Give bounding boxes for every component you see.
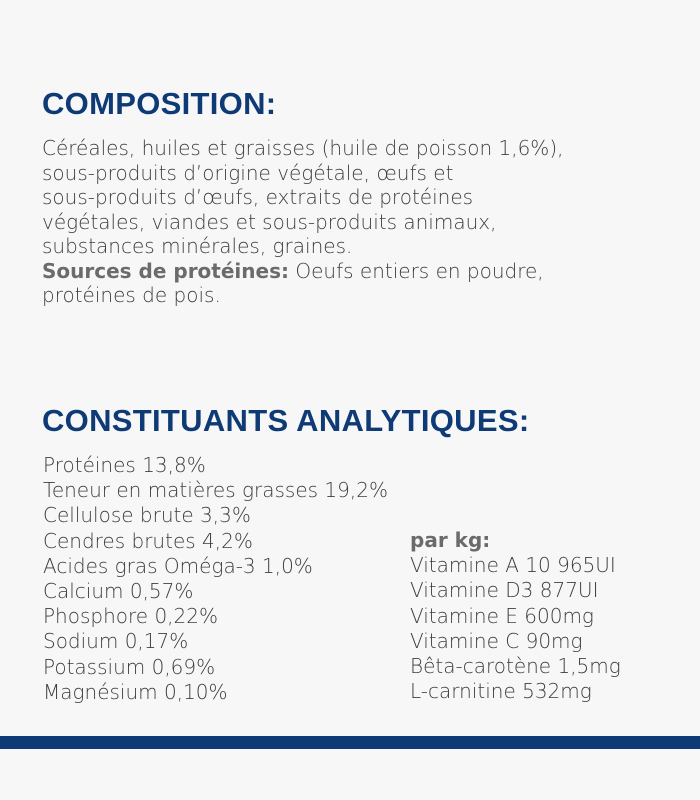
protein-sources-label: Sources de protéines: [42,258,289,283]
per-kg-item: Vitamine E 600mg [410,603,594,628]
constituent-item: Calcium 0,57% [43,579,194,604]
composition-text [42,136,682,308]
per-kg-item: Vitamine C 90mg [410,628,583,653]
protein-sources-continued: protéines de pois. [42,283,221,307]
constituent-item: Cendres brutes 4,2% [43,528,253,553]
per-kg-list [410,528,621,704]
composition-line: sous-produits d’œufs, extraits de protéines [42,185,474,209]
composition-line: végétales, viandes et sous-produits animaux, [42,209,497,234]
constituent-item: Magnésium 0,10% [43,679,228,704]
per-kg-item: Vitamine D3 877UI [410,578,599,603]
analytic-heading: CONSTITUANTS ANALYTIQUES: [42,403,530,438]
per-kg-item: L-carnitine 532mg [410,679,592,704]
per-kg-item: Bêta-carotène 1,5mg [410,654,621,679]
protein-sources-value: Oeufs entiers en poudre, [288,258,544,283]
composition-line: sous-produits d’origine végétale, œufs et [42,160,454,185]
composition-heading: COMPOSITION: [42,86,277,121]
constituent-item: Sodium 0,17% [43,629,189,654]
constituent-item: Protéines 13,8% [43,453,206,477]
footer-bar [0,736,700,749]
constituent-item: Teneur en matières grasses 19,2% [43,478,388,503]
constituents-list [43,453,388,705]
constituent-item: Acides gras Oméga-3 1,0% [43,553,313,578]
per-kg-item: Vitamine A 10 965UI [410,553,616,578]
constituent-item: Cellulose brute 3,3% [43,503,251,528]
per-kg-label: par kg: [410,528,491,552]
constituent-item: Phosphore 0,22% [43,604,218,629]
composition-line: substances minérales, graines. [42,234,353,258]
constituent-item: Potassium 0,69% [43,654,216,679]
composition-line: Céréales, huiles et graisses (huile de poisson 1,6%), [42,136,564,160]
protein-sources-line [42,259,682,284]
